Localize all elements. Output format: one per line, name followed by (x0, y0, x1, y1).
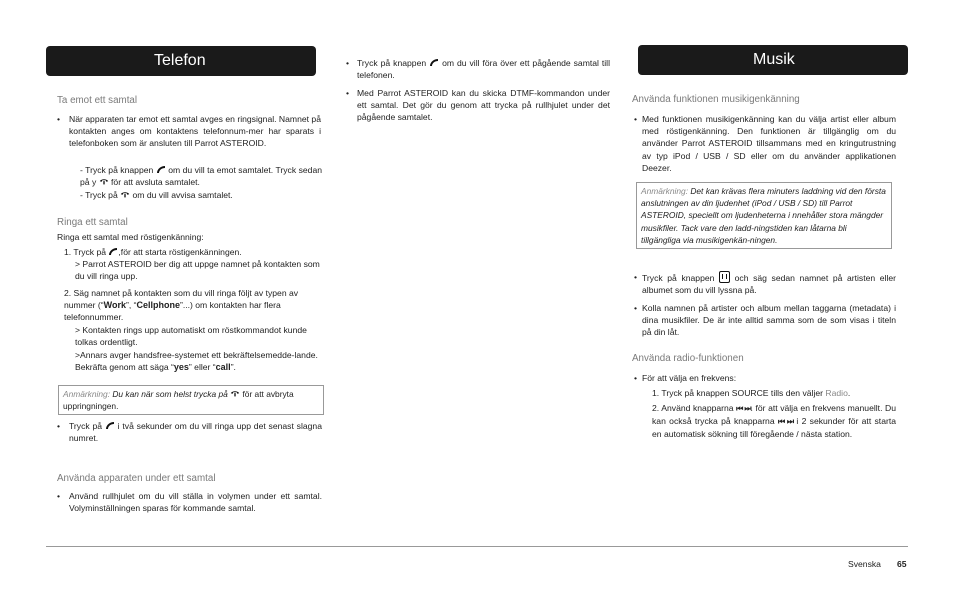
text: ”...) om kontakten har flera telefonnummer. (64, 300, 281, 323)
text: . för att välja en frekvens manuellt. Du kan också trycka på knapparna (652, 403, 897, 427)
receive-text: När apparaten tar emot ett samtal avges en ringsignal. Namnet på kontakten anges om kontaktens telefonnum-mer har sparats i telefonboken som är ansluten till Parrot ASTEROID. (69, 114, 321, 149)
call-intro: Ringa ett samtal med röstigenkänning: (57, 232, 204, 242)
phone-answer-icon (108, 247, 118, 256)
text: 1. Tryck på (64, 247, 107, 257)
text: 2. Använd knapparna (652, 403, 734, 413)
call-heading: Ringa ett samtal (57, 217, 128, 228)
skip-prev-next-icon: ⏮ ⏭ (736, 404, 751, 413)
text: . (847, 388, 851, 398)
text: om du vill ta emot samtalet. Tryck sedan på y (80, 165, 323, 188)
keyword-call: call (215, 362, 231, 373)
phone-answer-icon (429, 58, 439, 67)
recognition-heading: Använda funktionen musikigenkänning (632, 94, 800, 105)
telefon-title: Telefon (46, 46, 316, 76)
text: - Tryck på knappen (80, 165, 154, 175)
text: >Annars avger handsfree-systemet ett bekräftelsemedde-lande. Bekräfta genom att säga “ (75, 350, 318, 373)
call-bullet (69, 420, 322, 444)
text: i två sekunder om du vill ringa upp det senast slagna numret. (69, 421, 322, 444)
text: om du vill föra över ett pågående samtal till telefonen. (357, 58, 611, 81)
keyword-cellphone: Cellphone (136, 300, 180, 311)
bullet: • (346, 88, 350, 98)
receive-sub2 (80, 189, 322, 201)
text: - Tryck på (80, 190, 118, 200)
text: ”, “ (125, 300, 137, 311)
radio-heading: Använda radio-funktionen (632, 353, 744, 364)
text: ” eller “ (188, 362, 216, 373)
call-step2-result: > Kontakten rings upp automatiskt om röstkommandot kunde tolkas ordentligt. (75, 325, 307, 348)
bullet: • (634, 373, 638, 383)
text: Det kan krävas flera minuters laddning vid den första anslutningen av din ljudenhet (iPod / USB / SD) till Parrot ASTEROID, speciellt om ljudenheterna i nnehåller stora mängder musikfiler. Tack vare den ladd-ningstiden kan låtarna bli tillgängliga via musikigenkän-ningen. (641, 186, 886, 245)
text: Du kan när som helst trycka på (112, 389, 228, 399)
recognition-text: Med funktionen musikigenkänning kan du välja artist eller album med röstigenkänning. Den funktionen är tillgänglig om du använder Parrot ASTEROID tillsammans med en kringutrustning av typ iPod / USB / SD eller om du använder applikationen Deezer. (642, 114, 896, 173)
press-bullet (642, 271, 896, 296)
call-step1 (64, 246, 322, 258)
note-cancel (58, 385, 324, 415)
tags-bullet: Kolla namnen på artister och album mellan taggarna (metadata) i dina musikfiler. De är inte alltid samma som de som visas i titeln på din låt. (642, 303, 896, 338)
call-step1-result: > Parrot ASTEROID ber dig att uppge namnet på kontakten som du vill ringa upp. (75, 259, 320, 282)
bullet: • (634, 303, 638, 313)
radio-step2 (652, 402, 896, 441)
phone-hangup-icon (120, 190, 130, 199)
phone-hangup-icon (99, 177, 109, 186)
bullet: • (57, 491, 61, 501)
text: om du vill avvisa samtalet. (132, 190, 233, 200)
bullet: • (57, 114, 61, 124)
during-text: Använd rullhjulet om du vill ställa in volymen under ett samtal. Volyminställningen sparas för kommande samtal. (69, 491, 322, 514)
musik-title: Musik (638, 45, 908, 75)
text: för att avbryta uppringningen. (63, 389, 294, 412)
receive-heading: Ta emot ett samtal (57, 95, 138, 106)
skip-prev-next-icon: ⏮ ⏭ (777, 417, 794, 427)
note-label: Anmärkning: (641, 186, 689, 196)
text: Tryck på knappen (357, 58, 427, 68)
text: och säg sedan namnet på artisten eller albumet som du vill lyssna på. (642, 273, 897, 296)
phone-answer-icon (156, 165, 166, 174)
call-step2-confirm (75, 349, 322, 373)
text: 2. Säg namnet på kontakten som du vill ringa följt av typen av nummer (“ (64, 288, 299, 311)
text: Tryck på (69, 421, 103, 431)
text: i 2 sekunder för att starta en automatisk sökning till föregående / nästa station. (652, 416, 897, 440)
receive-sub1 (80, 164, 322, 188)
radio-intro: För att välja en frekvens: (642, 373, 737, 383)
during-heading: Använda apparaten under ett samtal (57, 473, 216, 484)
phone-hangup-icon (230, 389, 240, 398)
bullet: • (346, 58, 350, 68)
voice-button-icon (719, 271, 730, 283)
text: Tryck på knappen (642, 273, 715, 283)
bullet: • (634, 114, 638, 124)
note-label: Anmärkning: (63, 389, 111, 399)
text: ,för att starta röstigenkänningen. (118, 247, 242, 257)
note-loading (636, 182, 892, 249)
radio-step1 (652, 387, 896, 399)
text: för att avsluta samtalet. (111, 177, 200, 188)
bullet: • (634, 272, 638, 282)
phone-answer-icon (105, 421, 115, 430)
text: ”. (230, 362, 236, 373)
radio-word: Radio (825, 388, 848, 398)
keyword-yes: yes (173, 362, 189, 373)
call-step2 (64, 287, 322, 324)
footer-divider (46, 546, 908, 547)
transfer-bullet (357, 57, 610, 81)
keyword-work: Work (103, 300, 126, 311)
dtmf-bullet: Med Parrot ASTEROID kan du skicka DTMF-kommandon under ett samtal. Det gör du genom att trycka på rullhjulet under det pågående samtalet. (357, 88, 610, 123)
footer-language: Svenska (848, 559, 881, 569)
page-number: 65 (897, 559, 907, 569)
bullet: • (57, 421, 61, 431)
text: 1. Tryck på knappen SOURCE tills den väljer (652, 388, 823, 398)
